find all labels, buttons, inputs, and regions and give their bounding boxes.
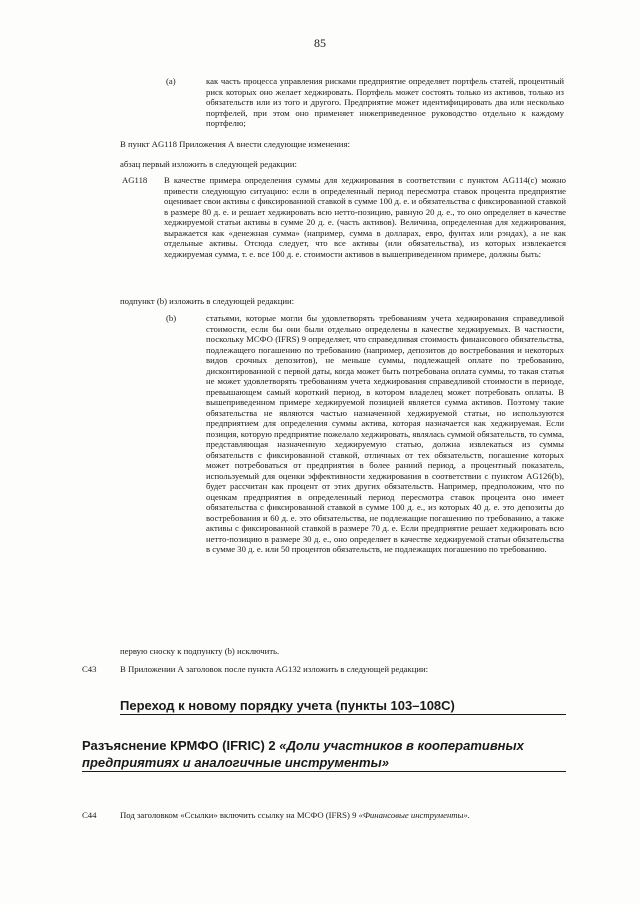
heading-ifric (82, 737, 566, 772)
instruction-paragraph1: абзац первый изложить в следующей редакции: (120, 159, 297, 169)
instruction-ag118: В пункт AG118 Приложения А внести следующие изменения: (120, 139, 350, 149)
ag118-text: В качестве примера определения суммы для хеджирования в соответствии с пунктом AG114(c) можно привести следующую ситуацию: если в определенный период пересмотра ставок процента предприятие оценивает свои активы с фиксированной ставкой в сумме 100 д. е. и обязательства с фиксированной ставкой в размере 80 д. е. и решает хеджировать всю нетто-позицию, равную 20 д. е., то оно определяет в качестве хеджируемой статьи активы в сумме 20 д. е. (часть активов). Величина, определенная для хеджирования, выражается как «денежная сумма» (например, сумма в долларах, евро, фунтах или рэндах), а не как отдельные активы. Отсюда следует, что все активы (или обязательства), из которых извлекается хеджируемая сумма, т. е. все 100 д. е. стоимости активов в вышеприведенном примере, должны быть: (164, 175, 566, 259)
instruction-subb: подпункт (b) изложить в следующей редакции: (120, 296, 295, 306)
heading-ifric-prefix: Разъяснение КРМФО (IFRIC) 2 (82, 738, 280, 753)
heading-ifric-italic-1: «Доли участников в кооперативных (279, 738, 524, 753)
c43-label: C43 (82, 664, 97, 674)
c44-text-main: Под заголовком «Ссылки» включить ссылку на МСФО (IFRS) 9 (120, 810, 359, 820)
item-b-text: статьями, которые могли бы удовлетворять требованиям учета хеджирования справедливой стоимости, если бы они были отдельно определены в качестве хеджируемых. В частности, поскольку МСФО (IFRS) 9 определяет, что справедливая стоимость финансового обязательства, подлежащего погашению по требованию (например, депозитов до востребования и некоторых видов срочных депозитов), не меньше суммы, подлежащей оплате по требованию, дисконтированной с первой даты, когда может быть потребована оплата суммы, то такая статья не может удовлетворять требованиям учета хеджирования справедливой стоимости в периоде, превышающем самый короткий период, в котором владелец может потребовать оплаты. В вышеприведенном примере хеджируемой позицией является сумма активов. Поэтому такие обязательства не являются частью назначенной хеджируемой статьи, но используются предприятием для определения суммы актива, которая назначается как хеджируемая. Если позиция, которую предприятие пожелало хеджировать, являлась суммой обязательств, то сумма, представляющая назначенную хеджируемую статью, должна извлекаться из суммы обязательств с фиксированной ставкой, отличных от тех обязательств, погашение которых может потребоваться от предприятия в более ранний период, а процентный показатель, используемый для оценки эффективности хеджирования в соответствии с пунктом AG126(b), будет рассчитан как процент от этих других обязательств. Например, предположим, что по оценкам предприятия в определенный период пересмотра ставок процента оно имеет обязательства с фиксированной ставкой в сумме 100 д. е., из которых 40 д. е. это депозиты до востребования и 60 д. е. это обязательства, не подлежащие погашению по требованию, а также активы с фиксированной ставкой в размере 70 д. е. Если предприятие решает хеджировать всю нетто-позицию в размере 30 д. е., оно определяет в качестве хеджируемой статьи обязательства в сумме 30 д. е. или 50 процентов обязательств, не подлежащих погашению по требованию. (206, 313, 564, 554)
item-a-label: (a) (166, 76, 176, 86)
ag118-label: AG118 (122, 175, 148, 185)
c44-label: C44 (82, 810, 97, 820)
item-a-text: как часть процесса управления рисками предприятие определяет портфель статей, процентный риск которых оно желает хеджировать. Портфель может состоять только из активов, только из обязательств или из того и другого. Предприятие может идентифицировать два или несколько портфелей, при этом оно применяет нижеприведенное руководство отдельно к каждому портфелю; (206, 76, 564, 128)
c44-text-italic: «Финансовые инструменты». (358, 810, 470, 820)
instruction-footnote: первую сноску к подпункту (b) исключить. (120, 646, 280, 656)
c44-text (120, 810, 565, 821)
page-number: 85 (314, 36, 326, 50)
c43-text: В Приложении А заголовок после пункта AG132 изложить в следующей редакции: (120, 664, 429, 674)
heading-ifric-italic-2: предприятиях и аналогичные инструменты» (82, 754, 566, 772)
heading-transition: Переход к новому порядку учета (пункты 103–108С) (120, 698, 566, 715)
item-b-label: (b) (166, 313, 177, 323)
